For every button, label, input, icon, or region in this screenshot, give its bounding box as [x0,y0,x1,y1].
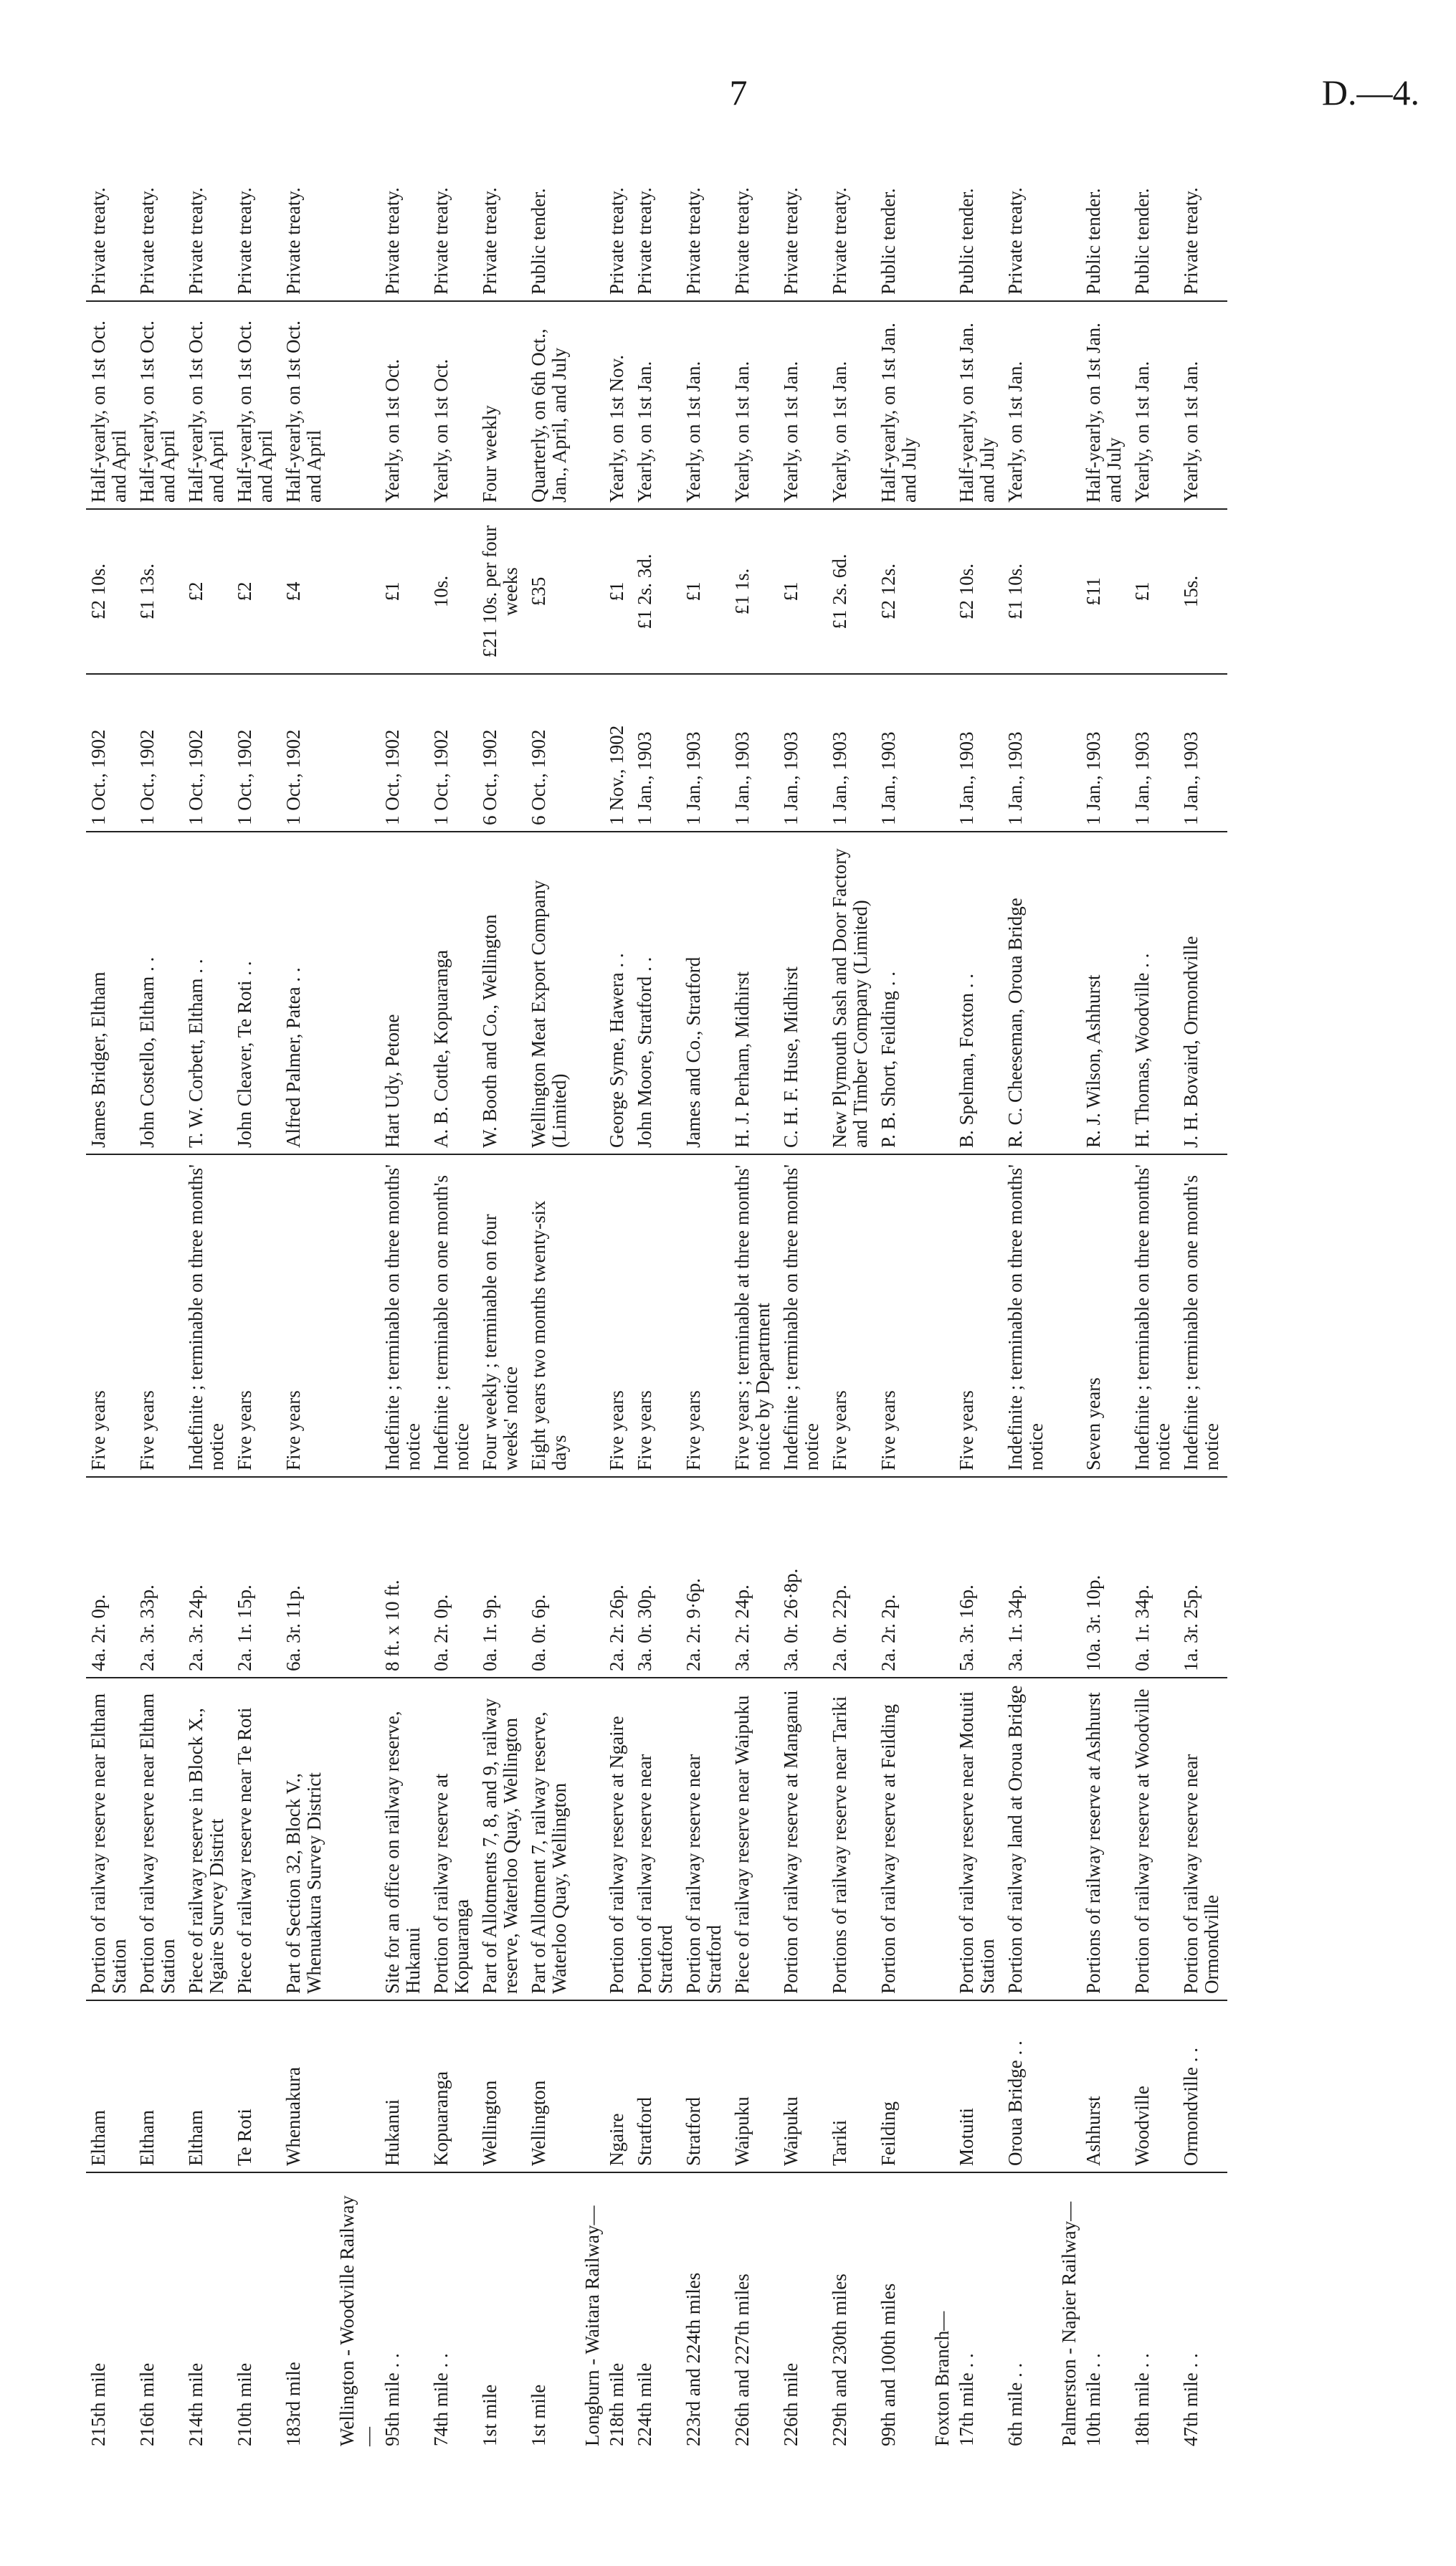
empty-cell [330,2000,380,2172]
description-cell: Portion of railway reserve near Stratford [681,1678,730,2000]
rent-cell: £21 10s. per four weeks [477,509,526,674]
table-row [681,136,730,2452]
lessee-cell: John Costello, Eltham . . [135,832,184,1154]
area-cell: 0a. 1r. 9p. [477,1477,526,1678]
table-row [281,136,330,2452]
payment-cell: Yearly, on 1st Jan. [632,301,681,509]
lessee-cell: New Plymouth Sash and Door Factory and Timber Company (Limited) [827,832,876,1154]
table-row [1003,136,1052,2452]
station-cell: Stratford [681,2000,730,2172]
rent-cell: £1 [779,509,827,674]
station-cell: Wellington [477,2000,526,2172]
rotated-table-container [86,136,1362,2452]
description-cell: Part of Allotments 7, 8, and 9, railway reserve, Waterloo Quay, Wellington [477,1678,526,2000]
term-cell: Indefinite ; terminable on three months' notice [380,1154,429,1477]
table-row [477,136,526,2452]
term-cell: Five years [135,1154,184,1477]
empty-cell [925,674,954,832]
description-cell: Piece of railway reserve in Block X., Ngaire Survey District [184,1678,232,2000]
empty-cell [330,301,380,509]
lessee-cell: James and Co., Stratford [681,832,730,1154]
empty-cell [925,509,954,674]
mileage-cell: 47th mile . . [1180,2353,1202,2446]
rent-cell: £1 2s. 6d. [827,509,876,674]
description-cell: Piece of railway reserve near Waipuku [730,1678,779,2000]
empty-cell [330,1154,380,1477]
document-reference: D.—4. [1321,72,1419,113]
station-cell: Wellington [526,2000,575,2172]
table-row [135,136,184,2452]
lessee-cell: A. B. Cottle, Kopuaranga [429,832,477,1154]
station-cell: Tariki [827,2000,876,2172]
term-cell: Seven years [1081,1154,1130,1477]
empty-cell [1052,136,1081,301]
date-cell: 6 Oct., 1902 [526,674,575,832]
rent-cell: £1 [604,509,632,674]
method-cell: Private treaty. [604,136,632,301]
description-cell: Part of Allotment 7, railway reserve, Waterloo Quay, Wellington [526,1678,575,2000]
description-cell: Portion of railway reserve at Kopuaranga [429,1678,477,2000]
mileage-cell: 95th mile . . [381,2353,403,2446]
table-row [86,136,135,2452]
station-cell: Ormondville . . [1179,2000,1227,2172]
date-cell: 1 Jan., 1903 [681,674,730,832]
table-row [526,136,575,2452]
payment-cell: Yearly, on 1st Jan. [681,301,730,509]
rent-cell: £1 10s. [1003,509,1052,674]
lessee-cell: W. Booth and Co., Wellington [477,832,526,1154]
empty-cell [330,1477,380,1678]
mileage-cell: 6th mile . . [1004,2362,1026,2446]
mileage-cell: 99th and 100th miles [877,2283,899,2446]
area-cell: 2a. 2r. 26p. [604,1477,632,1678]
method-cell: Private treaty. [232,136,281,301]
table-row [184,136,232,2452]
empty-cell [330,509,380,674]
rent-cell: £35 [526,509,575,674]
empty-cell [330,674,380,832]
empty-cell [330,1678,380,2000]
date-cell: 1 Oct., 1902 [380,674,429,832]
area-cell: 0a. 1r. 34p. [1130,1477,1179,1678]
lessee-cell: John Cleaver, Te Roti . . [232,832,281,1154]
description-cell: Portion of railway reserve at Woodville [1130,1678,1179,2000]
area-cell: 3a. 1r. 34p. [1003,1477,1052,1678]
term-cell: Indefinite ; terminable on three months' notice [779,1154,827,1477]
description-cell: Portion of railway reserve at Feilding [876,1678,925,2000]
term-cell: Five years [632,1154,681,1477]
section-heading-row [575,136,604,2452]
term-cell: Five years [86,1154,135,1477]
term-cell: Five years [954,1154,1003,1477]
area-cell: 8 ft. x 10 ft. [380,1477,429,1678]
station-cell: Stratford [632,2000,681,2172]
area-cell: 4a. 2r. 0p. [86,1477,135,1678]
method-cell: Public tender. [1130,136,1179,301]
payment-cell: Yearly, on 1st Jan. [827,301,876,509]
empty-cell [575,509,604,674]
mileage-cell: 10th mile . . [1083,2353,1104,2446]
payment-cell: Yearly, on 1st Oct. [380,301,429,509]
area-cell: 6a. 3r. 11p. [281,1477,330,1678]
area-cell: 1a. 3r. 25p. [1179,1477,1227,1678]
date-cell: 1 Jan., 1903 [632,674,681,832]
lease-table-body [86,136,1227,2452]
payment-cell: Yearly, on 1st Jan. [779,301,827,509]
method-cell: Private treaty. [281,136,330,301]
page-number: 7 [729,72,748,113]
payment-cell: Yearly, on 1st Jan. [730,301,779,509]
method-cell: Private treaty. [827,136,876,301]
station-cell: Eltham [184,2000,232,2172]
station-cell: Ngaire [604,2000,632,2172]
table-row [604,136,632,2452]
term-cell: Five years [827,1154,876,1477]
rent-cell: £2 10s. [954,509,1003,674]
method-cell: Private treaty. [779,136,827,301]
date-cell: 1 Oct., 1902 [429,674,477,832]
date-cell: 1 Jan., 1903 [1179,674,1227,832]
empty-cell [575,301,604,509]
mileage-cell: 210th mile [234,2362,255,2446]
date-cell: 1 Oct., 1902 [281,674,330,832]
section-heading: Palmerston - Napier Railway— [1058,2201,1080,2446]
lessee-cell: Hart Udy, Petone [380,832,429,1154]
payment-cell: Half-yearly, on 1st Oct. and April [135,301,184,509]
rent-cell: £1 1s. [730,509,779,674]
date-cell: 1 Jan., 1903 [954,674,1003,832]
lessee-cell: John Moore, Stratford . . [632,832,681,1154]
term-cell: Five years [281,1154,330,1477]
empty-cell [575,674,604,832]
method-cell: Private treaty. [1003,136,1052,301]
table-row [779,136,827,2452]
term-cell: Indefinite ; terminable on one month's notice [429,1154,477,1477]
mileage-cell: 218th mile [606,2362,627,2446]
mileage-cell: 226th and 227th miles [731,2273,753,2446]
area-cell: 10a. 3r. 10p. [1081,1477,1130,1678]
station-cell: Eltham [86,2000,135,2172]
term-cell: Indefinite ; terminable on three months' notice [184,1154,232,1477]
section-heading-row [925,136,954,2452]
rent-cell: £1 [681,509,730,674]
payment-cell: Half-yearly, on 1st Oct. and April [281,301,330,509]
area-cell: 2a. 3r. 33p. [135,1477,184,1678]
description-cell: Portion of railway reserve at Manganui [779,1678,827,2000]
empty-cell [925,136,954,301]
rent-cell: £11 [1081,509,1130,674]
rent-cell: £2 12s. [876,509,925,674]
rent-cell: £2 [184,509,232,674]
lessee-cell: P. B. Short, Feilding . . [876,832,925,1154]
description-cell: Portion of railway reserve near Motuiti Station [954,1678,1003,2000]
rent-cell: £2 [232,509,281,674]
date-cell: 1 Jan., 1903 [730,674,779,832]
mileage-cell: 224th mile [634,2362,655,2446]
rent-cell: £1 [380,509,429,674]
table-row [876,136,925,2452]
date-cell: 1 Jan., 1903 [876,674,925,832]
payment-cell: Half-yearly, on 1st Oct. and April [184,301,232,509]
date-cell: 1 Oct., 1902 [232,674,281,832]
rent-cell: £2 10s. [86,509,135,674]
mileage-cell: 216th mile [136,2362,158,2446]
method-cell: Private treaty. [429,136,477,301]
lessee-cell: J. H. Bovaird, Ormondville [1179,832,1227,1154]
empty-cell [330,136,380,301]
method-cell: Private treaty. [184,136,232,301]
empty-cell [925,832,954,1154]
station-cell: Kopuaranga [429,2000,477,2172]
empty-cell [925,301,954,509]
area-cell: 3a. 2r. 24p. [730,1477,779,1678]
area-cell: 0a. 0r. 6p. [526,1477,575,1678]
empty-cell [1052,1678,1081,2000]
section-heading: Longburn - Waitara Railway— [581,2205,603,2446]
method-cell: Public tender. [954,136,1003,301]
empty-cell [1052,509,1081,674]
date-cell: 1 Oct., 1902 [184,674,232,832]
lessee-cell: James Bridger, Eltham [86,832,135,1154]
mileage-cell: 18th mile . . [1131,2353,1153,2446]
mileage-cell: 226th mile [780,2362,801,2446]
description-cell: Portion of railway reserve near Eltham Station [86,1678,135,2000]
term-cell: Indefinite ; terminable on three months' notice [1003,1154,1052,1477]
lessee-cell: Alfred Palmer, Patea . . [281,832,330,1154]
area-cell: 2a. 0r. 22p. [827,1477,876,1678]
empty-cell [575,2000,604,2172]
term-cell: Five years [876,1154,925,1477]
payment-cell: Half-yearly, on 1st Jan. and July [954,301,1003,509]
term-cell: Indefinite ; terminable on one month's notice [1179,1154,1227,1477]
date-cell: 1 Oct., 1902 [135,674,184,832]
station-cell: Ashhurst [1081,2000,1130,2172]
date-cell: 1 Jan., 1903 [779,674,827,832]
rent-cell: 10s. [429,509,477,674]
area-cell: 0a. 2r. 0p. [429,1477,477,1678]
rent-cell: £1 2s. 3d. [632,509,681,674]
description-cell: Portion of railway land at Oroua Bridge [1003,1678,1052,2000]
station-cell: Waipuku [730,2000,779,2172]
term-cell: Eight years two months twenty-six days [526,1154,575,1477]
table-row [1130,136,1179,2452]
empty-cell [575,136,604,301]
payment-cell: Four weekly [477,301,526,509]
table-row [730,136,779,2452]
date-cell: 1 Nov., 1902 [604,674,632,832]
section-heading-row [1052,136,1081,2452]
empty-cell [330,832,380,1154]
station-cell: Woodville [1130,2000,1179,2172]
station-cell: Hukanui [380,2000,429,2172]
section-heading: Foxton Branch— [931,2311,953,2446]
table-row [380,136,429,2452]
station-cell: Oroua Bridge . . [1003,2000,1052,2172]
table-row [1081,136,1130,2452]
empty-cell [1052,2000,1081,2172]
description-cell: Part of Section 32, Block V., Whenuakura Survey District [281,1678,330,2000]
page-speck [108,2466,122,2476]
table-row [632,136,681,2452]
term-cell: Five years ; terminable at three months' notice by Department [730,1154,779,1477]
lessee-cell: H. J. Perham, Midhirst [730,832,779,1154]
lessee-cell: B. Spelman, Foxton . . [954,832,1003,1154]
payment-cell: Quarterly, on 6th Oct., Jan., April, and July [526,301,575,509]
description-cell: Portion of railway reserve near Ormondville [1179,1678,1227,2000]
rent-cell: £1 [1130,509,1179,674]
table-row [429,136,477,2452]
lessee-cell: H. Thomas, Woodville . . [1130,832,1179,1154]
area-cell: 3a. 0r. 30p. [632,1477,681,1678]
table-row [954,136,1003,2452]
date-cell: 1 Jan., 1903 [1081,674,1130,832]
method-cell: Private treaty. [86,136,135,301]
empty-cell [925,1154,954,1477]
station-cell: Feilding [876,2000,925,2172]
station-cell: Te Roti [232,2000,281,2172]
table-row [1179,136,1227,2452]
area-cell: 2a. 3r. 24p. [184,1477,232,1678]
date-cell: 1 Jan., 1903 [827,674,876,832]
rent-cell: 15s. [1179,509,1227,674]
method-cell: Private treaty. [681,136,730,301]
mileage-cell: 214th mile [185,2362,206,2446]
empty-cell [1052,674,1081,832]
payment-cell: Yearly, on 1st Jan. [1179,301,1227,509]
term-cell: Five years [681,1154,730,1477]
section-heading-row [330,136,380,2452]
lessee-cell: T. W. Corbett, Eltham . . [184,832,232,1154]
description-cell: Portions of railway reserve at Ashhurst [1081,1678,1130,2000]
empty-cell [1052,1477,1081,1678]
term-cell: Five years [604,1154,632,1477]
description-cell: Portion of railway reserve near Stratford [632,1678,681,2000]
mileage-cell: 229th and 230th miles [829,2273,850,2446]
lessee-cell: Wellington Meat Export Company (Limited) [526,832,575,1154]
area-cell: 2a. 1r. 15p. [232,1477,281,1678]
empty-cell [925,2000,954,2172]
mileage-cell: 215th mile [87,2362,109,2446]
description-cell: Piece of railway reserve near Te Roti [232,1678,281,2000]
area-cell: 2a. 2r. 9·6p. [681,1477,730,1678]
lessee-cell: George Syme, Hawera . . [604,832,632,1154]
station-cell: Waipuku [779,2000,827,2172]
empty-cell [575,1678,604,2000]
lessee-cell: C. H. F. Huse, Midhirst [779,832,827,1154]
date-cell: 1 Jan., 1903 [1130,674,1179,832]
station-cell: Whenuakura [281,2000,330,2172]
method-cell: Private treaty. [135,136,184,301]
description-cell: Site for an office on railway reserve, Hukanui [380,1678,429,2000]
mileage-cell: 17th mile . . [956,2353,977,2446]
rent-cell: £4 [281,509,330,674]
term-cell: Indefinite ; terminable on three months' notice [1130,1154,1179,1477]
date-cell: 1 Jan., 1903 [1003,674,1052,832]
payment-cell: Yearly, on 1st Jan. [1003,301,1052,509]
table-row [232,136,281,2452]
station-cell: Motuiti [954,2000,1003,2172]
payment-cell: Half-yearly, on 1st Oct. and April [86,301,135,509]
section-heading: Wellington - Woodville Railway— [336,2195,379,2446]
method-cell: Public tender. [876,136,925,301]
mileage-cell: 1st mile [528,2384,549,2446]
method-cell: Private treaty. [1179,136,1227,301]
empty-cell [925,1678,954,2000]
mileage-cell: 74th mile . . [430,2353,452,2446]
payment-cell: Yearly, on 1st Oct. [429,301,477,509]
term-cell: Five years [232,1154,281,1477]
method-cell: Public tender. [1081,136,1130,301]
term-cell: Four weekly ; terminable on four weeks' notice [477,1154,526,1477]
empty-cell [575,1154,604,1477]
mileage-cell: 183rd mile [282,2362,304,2446]
method-cell: Private treaty. [730,136,779,301]
payment-cell: Half-yearly, on 1st Oct. and April [232,301,281,509]
table-row [827,136,876,2452]
empty-cell [575,1477,604,1678]
empty-cell [575,832,604,1154]
description-cell: Portion of railway reserve at Ngaire [604,1678,632,2000]
empty-cell [1052,301,1081,509]
payment-cell: Yearly, on 1st Jan. [1130,301,1179,509]
mileage-cell: 1st mile [479,2384,500,2446]
area-cell: 2a. 2r. 2p. [876,1477,925,1678]
empty-cell [1052,1154,1081,1477]
empty-cell [1052,832,1081,1154]
lessee-cell: R. C. Cheeseman, Oroua Bridge [1003,832,1052,1154]
description-cell: Portions of railway reserve near Tariki [827,1678,876,2000]
area-cell: 3a. 0r. 26·8p. [779,1477,827,1678]
lease-table [86,136,1227,2452]
method-cell: Private treaty. [380,136,429,301]
station-cell: Eltham [135,2000,184,2172]
payment-cell: Yearly, on 1st Nov. [604,301,632,509]
method-cell: Private treaty. [632,136,681,301]
method-cell: Private treaty. [477,136,526,301]
payment-cell: Half-yearly, on 1st Jan. and July [876,301,925,509]
payment-cell: Half-yearly, on 1st Jan. and July [1081,301,1130,509]
lessee-cell: R. J. Wilson, Ashhurst [1081,832,1130,1154]
area-cell: 5a. 3r. 16p. [954,1477,1003,1678]
empty-cell [925,1477,954,1678]
rent-cell: £1 13s. [135,509,184,674]
method-cell: Public tender. [526,136,575,301]
date-cell: 1 Oct., 1902 [86,674,135,832]
mileage-cell: 223rd and 224th miles [682,2272,704,2446]
description-cell: Portion of railway reserve near Eltham Station [135,1678,184,2000]
date-cell: 6 Oct., 1902 [477,674,526,832]
